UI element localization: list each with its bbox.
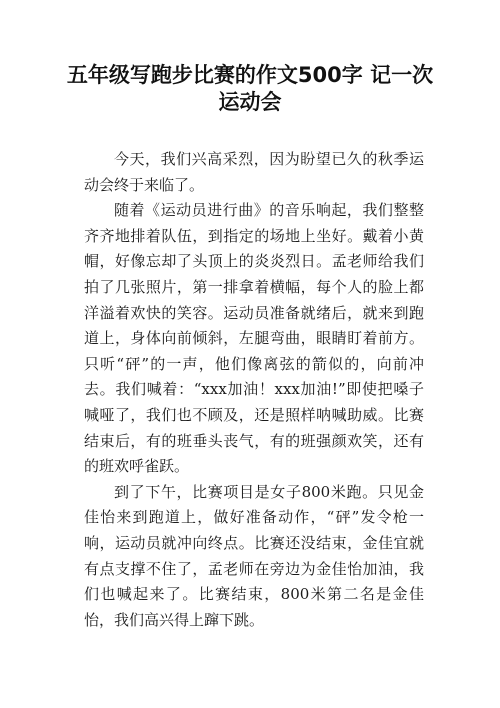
document-body	[84, 147, 424, 633]
paragraph: 随着《运动员进行曲》的音乐响起，我们整整齐齐地排着队伍，到指定的场地上坐好。戴着小黄帽，好像忘却了头顶上的炎炎烈日。孟老师给我们拍了几张照片，第一排拿着横幅，每个人的脸上都洋溢着欢快的笑容。运动员准备就绪后，就来到跑道上，身体向前倾斜，左腿弯曲，眼睛盯着前方。只听“砰”的一声，他们像离弦的箭似的，向前冲去。我们喊着：“xxx加油！xxx加油!”即使把嗓子喊哑了，我们也不顾及，还是照样呐喊助威。比赛结束后，有的班垂头丧气，有的班强颜欢笑，还有的班欢呼雀跃。	[84, 201, 424, 476]
paragraph: 今天，我们兴高采烈，因为盼望已久的秋季运动会终于来临了。	[84, 150, 424, 194]
document-title: 五年级写跑步比赛的作文500字 记一次运动会	[66, 63, 434, 114]
paragraph: 到了下午，比赛项目是女子800米跑。只见金佳怡来到跑道上，做好准备动作，“砰”发令枪一响，运动员就冲向终点。比赛还没结束，金佳宜就有点支撑不住了，孟老师在旁边为金佳怡加油，我们也喊起来了。比赛结束，800米第二名是金佳怡，我们高兴得上蹿下跳。	[84, 482, 424, 629]
